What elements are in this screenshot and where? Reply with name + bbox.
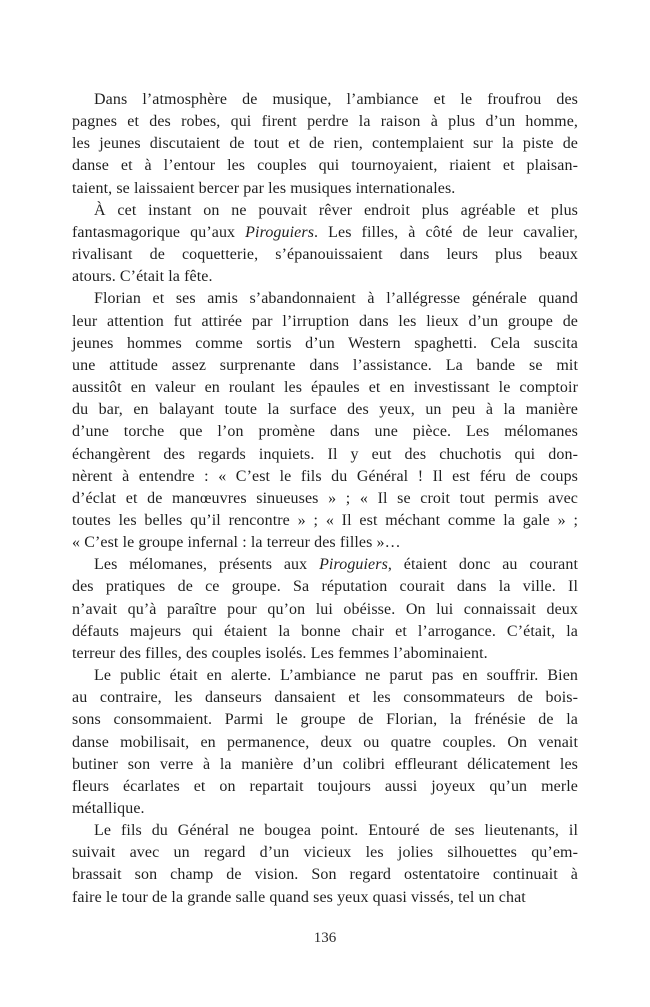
- body-text: toutes les belles qu’il rencontre » ; « Il est méchant comme la gale » ;: [72, 511, 578, 529]
- text-line: [72, 842, 578, 864]
- body-text: leur attention fut attirée par l’irruption dans les lieux d’un groupe de: [72, 312, 578, 330]
- body-text: danse et à l’entour les couples qui tournoyaient, riaient et plaisan-: [72, 157, 578, 175]
- body-text: échangèrent des regards inquiets. Il y eut des chuchotis qui don-: [72, 445, 578, 463]
- text-line: [72, 709, 578, 731]
- paragraph: [72, 200, 578, 289]
- body-text: danse mobilisait, en permanence, deux ou quatre couples. On venait: [72, 733, 578, 751]
- body-text: d’une torche que l’on promène dans une pièce. Les mélomanes: [72, 423, 578, 441]
- paragraph: [72, 288, 578, 554]
- text-line: [72, 820, 578, 842]
- body-text: Dans l’atmosphère de musique, l’ambiance et le froufrou des: [94, 91, 578, 108]
- body-text: butiner son verre à la manière d’un colibri effleurant délicatement les: [72, 755, 578, 773]
- body-text: faire le tour de la grande salle quand ses yeux quasi vissés, tel un chat: [72, 888, 526, 906]
- text-line: [72, 399, 578, 421]
- text-line: [72, 244, 578, 266]
- body-text: du bar, en balayant toute la surface des yeux, un peu à la manière: [72, 401, 578, 419]
- body-text: terreur des filles, des couples isolés. Les femmes l’abominaient.: [72, 644, 488, 662]
- text-line: [72, 377, 578, 399]
- paragraph: [72, 554, 578, 665]
- body-text: d’éclat et de manœuvres sinueuses » ; « Il se croit tout permis avec: [72, 489, 578, 507]
- text-line: [72, 333, 578, 355]
- text-line: [72, 155, 578, 177]
- text-line: [72, 776, 578, 798]
- text-line: [72, 599, 578, 621]
- text-line: [72, 266, 578, 288]
- text-line: [72, 510, 578, 532]
- body-text: métallique.: [72, 800, 145, 817]
- text-line: [72, 576, 578, 598]
- paragraph: [72, 89, 578, 200]
- paragraph: [72, 665, 578, 820]
- paragraph: [72, 820, 578, 909]
- italic-text: Piroguiers: [319, 556, 388, 574]
- text-line: [72, 754, 578, 776]
- body-text: Le public était en alerte. L’ambiance ne parut pas en souffrir. Bien: [94, 667, 578, 685]
- page-number: 136: [313, 930, 337, 946]
- text-line: [72, 887, 578, 909]
- body-text: pagnes et des robes, qui firent perdre la raison à plus d’un homme,: [72, 113, 578, 131]
- body-text: défauts majeurs qui étaient la bonne chair et l’arrogance. C’était, la: [72, 622, 578, 640]
- text-line: [72, 532, 578, 554]
- body-text: , étaient donc au courant: [387, 556, 578, 574]
- body-text: fleurs écarlates et on repartait toujours aussi joyeux qu’un merle: [72, 777, 578, 795]
- text-line: [72, 288, 578, 310]
- text-line: [72, 732, 578, 754]
- text-line: [72, 133, 578, 155]
- body-text: jeunes hommes comme sortis d’un Western spaghetti. Cela suscita: [72, 334, 578, 352]
- body-text: atours. C’était la fête.: [72, 268, 213, 286]
- text-line: [72, 864, 578, 886]
- body-text: « C’est le groupe infernal : la terreur des filles »…: [72, 534, 401, 552]
- body-text: fantasmagorique qu’aux: [72, 223, 246, 241]
- italic-text: Piroguiers: [245, 223, 315, 241]
- text-line: [72, 355, 578, 377]
- body-text: rivalisant de coquetterie, s’épanouissaient dans leurs plus beaux: [72, 246, 578, 264]
- text-line: [72, 421, 578, 443]
- text-line: [72, 665, 578, 687]
- body-text: taient, se laissaient bercer par les musiques internationales.: [72, 179, 456, 197]
- body-text: les jeunes discutaient de tout et de rien, contemplaient sur la piste de: [72, 135, 578, 153]
- text-block: [72, 89, 578, 909]
- text-line: [72, 178, 578, 200]
- body-text: Les mélomanes, présents aux: [94, 556, 320, 574]
- body-text: des pratiques de ce groupe. Sa réputation courait dans la ville. Il: [72, 578, 578, 596]
- text-line: [72, 466, 578, 488]
- text-line: [72, 488, 578, 510]
- text-line: [72, 311, 578, 333]
- text-line: [72, 111, 578, 133]
- body-text: À cet instant on ne pouvait rêver endroit plus agréable et plus: [94, 201, 578, 219]
- text-line: [72, 89, 578, 111]
- text-line: [72, 687, 578, 709]
- text-line: [72, 444, 578, 466]
- body-text: Florian et ses amis s’abandonnaient à l’allégresse générale quand: [94, 290, 578, 308]
- text-line: [72, 798, 578, 820]
- body-text: Le fils du Général ne bougea point. Entouré de ses lieutenants, il: [94, 822, 578, 840]
- text-line: [72, 554, 578, 576]
- text-line: [72, 643, 578, 665]
- body-text: suivait avec un regard d’un vicieux les jolies silhouettes qu’em-: [72, 844, 578, 862]
- text-line: [72, 621, 578, 643]
- body-text: . Les filles, à côté de leur cavalier,: [314, 223, 578, 241]
- text-line: [72, 200, 578, 222]
- body-text: une attitude assez surprenante dans l’assistance. La bande se mit: [72, 356, 578, 374]
- body-text: au contraire, les danseurs dansaient et les consommateurs de bois-: [72, 689, 578, 707]
- body-text: sons consommaient. Parmi le groupe de Florian, la frénésie de la: [72, 711, 578, 729]
- body-text: nèrent à entendre : « C’est le fils du Général ! Il est féru de coups: [72, 467, 578, 485]
- body-text: brassait son champ de vision. Son regard ostentatoire continuait à: [72, 866, 578, 884]
- body-text: aussitôt en valeur en roulant les épaules et en investissant le comptoir: [72, 379, 578, 397]
- text-line: [72, 222, 578, 244]
- body-text: n’avait qu’à paraître pour qu’on lui obéisse. On lui connaissait deux: [72, 600, 578, 618]
